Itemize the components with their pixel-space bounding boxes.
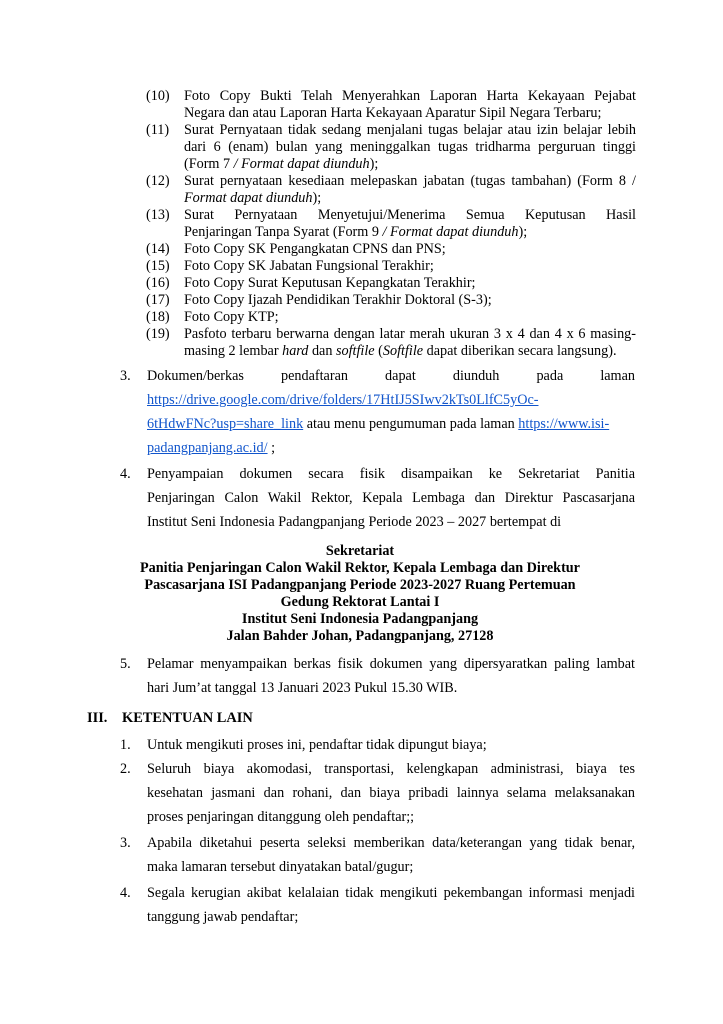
list-item-text: Foto Copy Ijazah Pendidikan Terakhir Doktoral (S-3); bbox=[184, 292, 492, 308]
list-item-text: Pelamar menyampaikan berkas fisik dokumen yang dipersyaratkan paling lambat bbox=[147, 656, 635, 672]
link-line bbox=[147, 412, 635, 436]
list-item-number: 1. bbox=[120, 737, 131, 753]
list-item-text: kesehatan jasmani dan rohani, dan biaya pribadi lainnya selama melaksanakan bbox=[147, 785, 635, 801]
list-item-text: dari 6 (enam) bulan yang meninggalkan tugas tridharma perguruan tinggi bbox=[184, 139, 636, 155]
list-item-text: Surat Pernyataan Menyetujui/Menerima Semua Keputusan Hasil bbox=[184, 207, 636, 223]
text-span: Penjaringan Tanpa Syarat (Form 9 bbox=[184, 224, 383, 240]
list-item-number: (13) bbox=[146, 207, 170, 223]
text-span: (Form 7 bbox=[184, 156, 234, 172]
text-span: ; bbox=[267, 440, 276, 456]
list-item-text: Apabila diketahui peserta seleksi memberikan data/keterangan yang tidak benar, bbox=[147, 835, 635, 851]
list-item-text: Foto Copy SK Jabatan Fungsional Terakhir; bbox=[184, 258, 434, 274]
italic-text: / Format dapat diunduh bbox=[233, 156, 370, 172]
text-span: ); bbox=[518, 224, 528, 240]
section-number: III. bbox=[87, 710, 108, 726]
list-item-text: Surat pernyataan kesediaan melepaskan jabatan (tugas tambahan) (Form 8 / bbox=[184, 173, 636, 189]
secretariat-line: Jalan Bahder Johan, Padangpanjang, 27128 bbox=[226, 628, 494, 644]
secretariat-line: Pascasarjana ISI Padangpanjang Periode 2023-2027 Ruang Pertemuan bbox=[144, 577, 576, 593]
list-item-text: Untuk mengikuti proses ini, pendaftar tidak dipungut biaya; bbox=[147, 737, 487, 753]
secretariat-address bbox=[100, 543, 620, 645]
list-item-text: maka lamaran tersebut dinyatakan batal/gugur; bbox=[147, 859, 414, 875]
list-item-text: Dokumen/berkas pendaftaran dapat diunduh pada laman bbox=[147, 368, 635, 384]
drive-link-cont[interactable]: 6tHdwFNc?usp=share_link bbox=[147, 416, 304, 432]
list-item-text: Penyampaian dokumen secara fisik disampaikan ke Sekretariat Panitia bbox=[147, 466, 635, 482]
list-item-number: (14) bbox=[146, 241, 170, 257]
list-item-number: (18) bbox=[146, 309, 170, 325]
list-item-text bbox=[184, 190, 636, 207]
text-span: atau menu pengumuman pada laman bbox=[303, 416, 519, 432]
list-item-text: hari Jum’at tanggal 13 Januari 2023 Pukul 15.30 WIB. bbox=[147, 680, 458, 696]
italic-text: Softfile bbox=[382, 343, 424, 359]
text-span: ); bbox=[312, 190, 322, 206]
link-line bbox=[147, 388, 635, 412]
list-item-text: Pasfoto terbaru berwarna dengan latar merah ukuran 3 x 4 dan 4 x 6 masing- bbox=[184, 326, 636, 342]
list-item-text: Institut Seni Indonesia Padangpanjang Periode 2023 – 2027 bertempat di bbox=[147, 514, 562, 530]
list-item-text: Foto Copy SK Pengangkatan CPNS dan PNS; bbox=[184, 241, 446, 257]
italic-text: Format dapat diunduh bbox=[184, 190, 313, 206]
text-span: ); bbox=[369, 156, 379, 172]
website-link-cont[interactable]: padangpanjang.ac.id/ bbox=[147, 440, 268, 456]
list-item-number: 3. bbox=[120, 368, 131, 384]
list-item-number: 5. bbox=[120, 656, 131, 672]
text-span: masing 2 lembar bbox=[184, 343, 283, 359]
website-link[interactable]: https://www.isi- bbox=[518, 416, 610, 432]
list-item-number: 4. bbox=[120, 885, 131, 901]
section-title: KETENTUAN LAIN bbox=[122, 710, 253, 726]
italic-text: / Format dapat diunduh bbox=[382, 224, 519, 240]
secretariat-line: Panitia Penjaringan Calon Wakil Rektor, Kepala Lembaga dan Direktur bbox=[140, 560, 580, 576]
list-item-text: proses penjaringan ditanggung oleh pendaftar;; bbox=[147, 809, 415, 825]
secretariat-line: Institut Seni Indonesia Padangpanjang bbox=[241, 611, 479, 627]
text-span: dan bbox=[308, 343, 336, 359]
list-item-text: Foto Copy Bukti Telah Menyerahkan Laporan Harta Kekayaan Pejabat bbox=[184, 88, 636, 104]
list-item-text: tanggung jawab pendaftar; bbox=[147, 909, 299, 925]
list-item-text: Surat Pernyataan tidak sedang menjalani tugas belajar atau izin belajar lebih bbox=[184, 122, 636, 138]
list-item-number: (15) bbox=[146, 258, 170, 274]
secretariat-line: Gedung Rektorat Lantai I bbox=[280, 594, 440, 610]
list-item-number: (12) bbox=[146, 173, 170, 189]
list-item-text bbox=[184, 224, 636, 241]
list-item-text: Segala kerugian akibat kelalaian tidak mengikuti pekembangan informasi menjadi bbox=[147, 885, 635, 901]
list-item-number: 3. bbox=[120, 835, 131, 851]
drive-link[interactable]: https://drive.google.com/drive/folders/17HtIJ5SIwv2kTs0LlfC5yOc- bbox=[147, 392, 539, 408]
list-item-number: (11) bbox=[146, 122, 170, 138]
link-line bbox=[147, 436, 635, 460]
secretariat-line: Sekretariat bbox=[325, 543, 395, 559]
italic-text: softfile bbox=[335, 343, 375, 359]
list-item-number: (17) bbox=[146, 292, 170, 308]
list-item-number: (10) bbox=[146, 88, 170, 104]
list-item-number: 2. bbox=[120, 761, 131, 777]
list-item-text bbox=[184, 156, 636, 173]
list-item-text: Foto Copy Surat Keputusan Kepangkatan Terakhir; bbox=[184, 275, 476, 291]
list-item-text: Foto Copy KTP; bbox=[184, 309, 279, 325]
list-item-text: Seluruh biaya akomodasi, transportasi, kelengkapan administrasi, biaya tes bbox=[147, 761, 635, 777]
list-item-number: 4. bbox=[120, 466, 131, 482]
list-item-text bbox=[184, 343, 636, 360]
list-item-number: (19) bbox=[146, 326, 170, 342]
text-span: dapat diberikan secara langsung). bbox=[423, 343, 617, 359]
list-item-number: (16) bbox=[146, 275, 170, 291]
italic-text: hard bbox=[282, 343, 309, 359]
text-span: ( bbox=[374, 343, 383, 359]
list-item-text: Negara dan atau Laporan Harta Kekayaan Aparatur Sipil Negara Terbaru; bbox=[184, 105, 602, 121]
list-item-text: Penjaringan Calon Wakil Rektor, Kepala Lembaga dan Direktur Pascasarjana bbox=[147, 490, 635, 506]
